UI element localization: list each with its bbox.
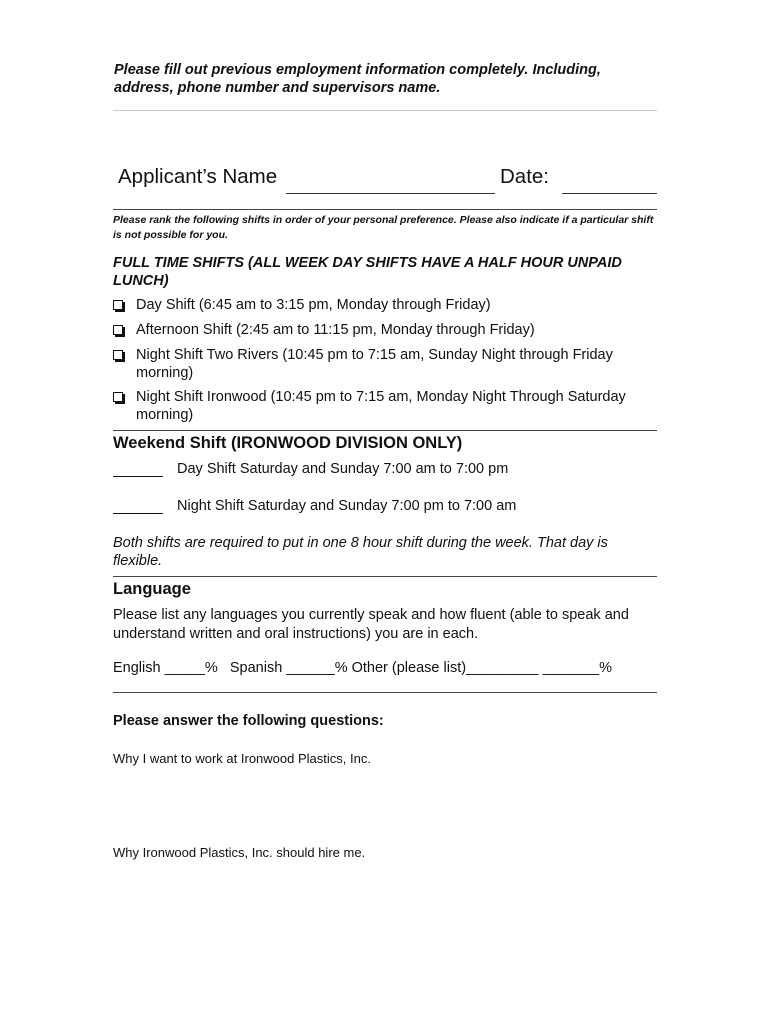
shift-option-afternoon[interactable] xyxy=(113,321,658,339)
weekend-day-shift-label: Day Shift Saturday and Sunday 7:00 am to 7:00 pm xyxy=(177,461,509,477)
question-why-work-here: Why I want to work at Ironwood Plastics, Inc. xyxy=(113,751,371,766)
applicant-name-label: Applicant’s Name xyxy=(118,165,278,188)
date-label: Date: xyxy=(500,165,549,188)
divider xyxy=(113,430,657,431)
shift-option-label: Night Shift Two Rivers (10:45 pm to 7:15 am, Sunday Night through Friday morning) xyxy=(136,347,613,381)
divider xyxy=(113,209,657,210)
checkbox-icon[interactable] xyxy=(113,325,123,335)
date-field[interactable] xyxy=(562,193,657,194)
shift-option-night-ironwood[interactable] xyxy=(113,388,658,424)
shift-option-day[interactable] xyxy=(113,296,658,314)
weekend-night-shift-label: Night Shift Saturday and Sunday 7:00 pm to 7:00 am xyxy=(177,498,517,514)
full-time-shifts-heading: FULL TIME SHIFTS (ALL WEEK DAY SHIFTS HAVE A HALF HOUR UNPAID LUNCH) xyxy=(113,255,622,289)
shift-ranking-instructions: Please rank the following shifts in order of your personal preference. Please also indicate if a particular shift is not possible for you. xyxy=(113,214,654,241)
shift-option-label: Afternoon Shift (2:45 am to 11:15 pm, Monday through Friday) xyxy=(136,322,535,338)
weekend-shift-heading: Weekend Shift (IRONWOOD DIVISION ONLY) xyxy=(113,434,463,452)
question-why-hire-me: Why Ironwood Plastics, Inc. should hire me. xyxy=(113,845,366,860)
checkbox-icon[interactable] xyxy=(113,350,123,360)
divider xyxy=(113,110,657,111)
employment-instructions: Please fill out previous employment information completely. Including, address, phone number and supervisors name. xyxy=(114,62,601,96)
weekend-night-rank-field[interactable] xyxy=(113,513,163,514)
language-instructions: Please list any languages you currently speak and how fluent (able to speak and understand written and oral instructions) you are in each. xyxy=(113,607,629,642)
shift-option-label: Day Shift (6:45 am to 3:15 pm, Monday through Friday) xyxy=(136,297,491,313)
shift-option-label: Night Shift Ironwood (10:45 pm to 7:15 am, Monday Night Through Saturday morning) xyxy=(136,389,626,423)
questions-heading: Please answer the following questions: xyxy=(113,713,384,729)
language-heading: Language xyxy=(113,580,191,598)
divider xyxy=(113,692,657,693)
shift-option-night-two-rivers[interactable] xyxy=(113,346,658,382)
checkbox-icon[interactable] xyxy=(113,392,123,402)
divider xyxy=(113,576,657,577)
checkbox-icon[interactable] xyxy=(113,300,123,310)
weekend-day-rank-field[interactable] xyxy=(113,476,163,477)
language-fluency-fields[interactable]: English _____% Spanish ______% Other (please list)_________ _______% xyxy=(113,660,612,676)
weekend-shift-note: Both shifts are required to put in one 8 hour shift during the week. That day is flexible. xyxy=(113,535,608,569)
applicant-name-field[interactable] xyxy=(286,193,495,194)
